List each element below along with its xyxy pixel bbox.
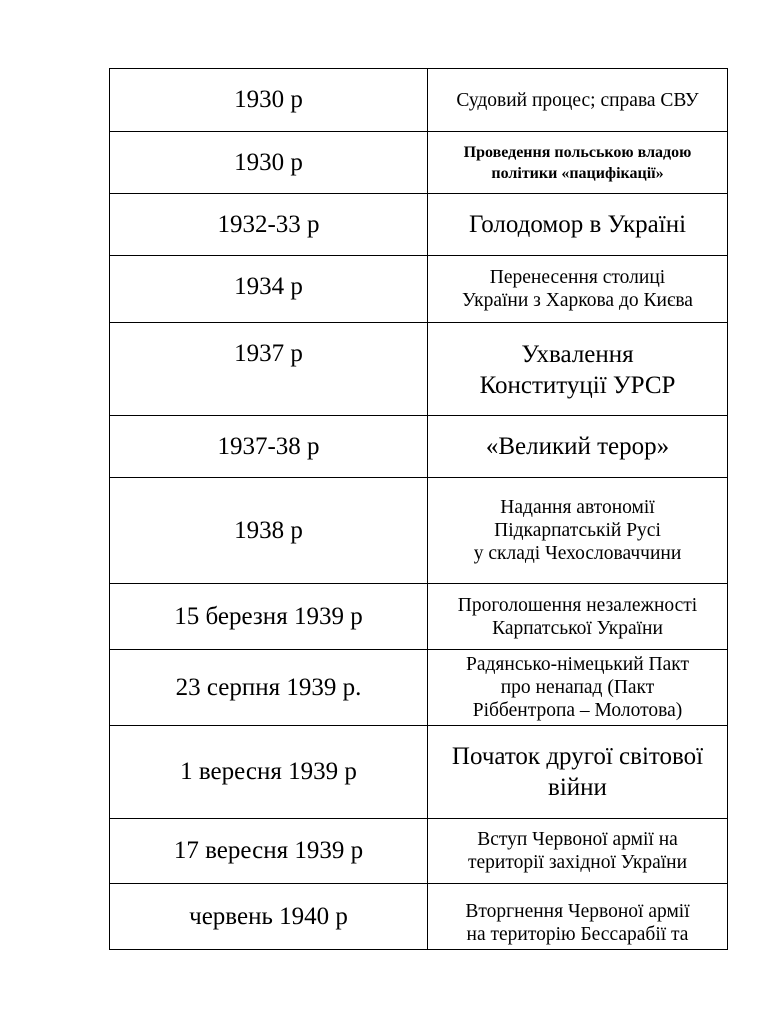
event-cell xyxy=(428,323,728,416)
event-line: «Великий терор» xyxy=(485,433,670,460)
event-cell xyxy=(428,726,728,819)
date-cell: 1932-33 р xyxy=(110,194,428,256)
date-cell: 1934 р xyxy=(110,256,428,323)
event-line: Голодомор в Україні xyxy=(468,211,687,238)
table-row xyxy=(110,194,728,256)
date-cell: 15 березня 1939 р xyxy=(110,584,428,650)
event-line: Надання автономії xyxy=(500,497,655,518)
event-cell xyxy=(428,819,728,884)
event-cell xyxy=(428,478,728,584)
event-line: Проголошення незалежності xyxy=(457,594,698,616)
date-cell: 17 вересня 1939 р xyxy=(110,819,428,884)
event-line: Вступ Червоної армії на xyxy=(477,829,678,850)
date-cell: 1 вересня 1939 р xyxy=(110,726,428,819)
event-cell xyxy=(428,256,728,323)
date-cell: 1930 р xyxy=(110,69,428,132)
table-row xyxy=(110,69,728,132)
event-line: політики «пацифікації» xyxy=(491,164,664,182)
table-row xyxy=(110,256,728,323)
event-line: на територію Бессарабії та xyxy=(466,924,689,945)
chronology-table xyxy=(109,68,728,950)
table-row xyxy=(110,132,728,194)
event-cell xyxy=(428,194,728,256)
date-cell: 1937-38 р xyxy=(110,416,428,478)
event-line: Конституції УРСР xyxy=(479,372,676,399)
table-row xyxy=(110,884,728,950)
date-cell: 23 серпня 1939 р. xyxy=(110,650,428,726)
event-line: Підкарпатській Русі xyxy=(494,520,661,541)
table-row xyxy=(110,726,728,819)
event-line: Початок другої світової xyxy=(451,743,704,770)
event-line: Вторгнення Червоної армії xyxy=(465,901,690,922)
event-line: Ухвалення xyxy=(521,341,634,368)
event-line: Перенесення столиці xyxy=(489,267,666,288)
table-row xyxy=(110,416,728,478)
event-line: про ненапад (Пакт xyxy=(500,677,655,698)
event-line: Судовий процес; справа СВУ xyxy=(456,89,699,111)
event-line: Ріббентропа – Молотова) xyxy=(472,700,683,721)
event-line: України з Харкова до Києва xyxy=(462,290,693,311)
date-cell: червень 1940 р xyxy=(110,884,428,950)
event-cell xyxy=(428,416,728,478)
event-cell xyxy=(428,884,728,950)
event-line: Карпатської України xyxy=(492,617,663,639)
event-cell xyxy=(428,132,728,194)
event-line: війни xyxy=(548,774,607,801)
event-cell xyxy=(428,584,728,650)
table-row xyxy=(110,650,728,726)
event-line: у складі Чехословаччини xyxy=(473,543,682,564)
event-cell xyxy=(428,650,728,726)
table-row xyxy=(110,323,728,416)
event-line: Проведення польською владою xyxy=(463,143,692,161)
event-line: Радянсько-німецький Пакт xyxy=(466,654,689,675)
date-cell: 1937 р xyxy=(110,323,428,416)
table-row xyxy=(110,819,728,884)
date-cell: 1938 р xyxy=(110,478,428,584)
date-cell: 1930 р xyxy=(110,132,428,194)
event-cell xyxy=(428,69,728,132)
table-row xyxy=(110,478,728,584)
table-row xyxy=(110,584,728,650)
event-line: території західної України xyxy=(467,852,688,873)
